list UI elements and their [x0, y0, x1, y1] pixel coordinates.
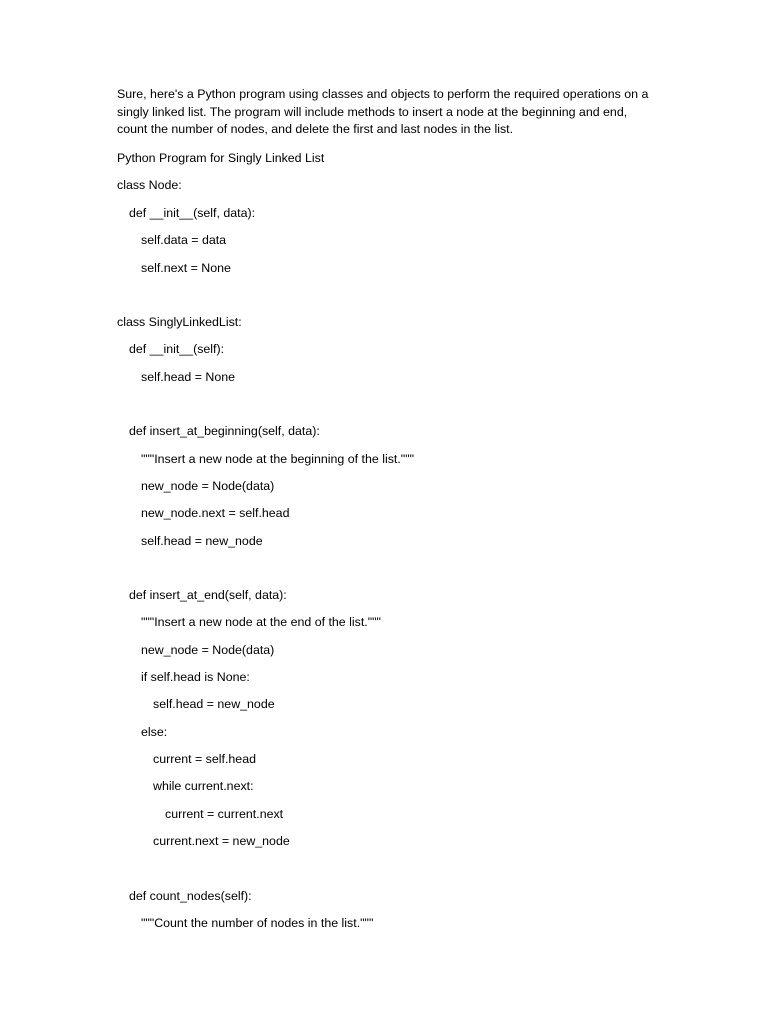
intro-paragraph: Sure, here's a Python program using classes and objects to perform the required operations on a singly linked list. The program will include methods to insert a node at the beginning and end, count the number of nodes, and delete the first and last nodes in the list. [117, 87, 649, 136]
code-line: self.data = data [141, 233, 227, 247]
code-line: self.head = new_node [141, 534, 263, 548]
code-line: def count_nodes(self): [129, 889, 252, 903]
code-line: def insert_at_beginning(self, data): [129, 424, 320, 438]
code-line: """Insert a new node at the beginning of the list.""" [141, 452, 414, 466]
code-line: current = current.next [165, 807, 284, 821]
code-line: def insert_at_end(self, data): [129, 588, 287, 602]
code-line: """Insert a new node at the end of the list.""" [141, 615, 381, 629]
code-line: def __init__(self, data): [129, 206, 256, 220]
code-line: self.head = new_node [153, 697, 275, 711]
code-line: self.next = None [141, 261, 231, 275]
code-line: current = self.head [153, 752, 256, 766]
code-line: while current.next: [153, 779, 254, 793]
code-line: def __init__(self): [129, 342, 225, 356]
code-line: current.next = new_node [153, 834, 290, 848]
code-line: new_node = Node(data) [141, 643, 275, 657]
code-line: class Node: [117, 178, 182, 192]
code-line: class SinglyLinkedList: [117, 315, 242, 329]
code-line: new_node = Node(data) [141, 479, 275, 493]
code-line: if self.head is None: [141, 670, 250, 684]
code-line: else: [141, 725, 168, 739]
section-heading: Python Program for Singly Linked List [117, 151, 325, 165]
code-line: self.head = None [141, 370, 236, 384]
code-line: new_node.next = self.head [141, 506, 290, 520]
code-line: """Count the number of nodes in the list.""" [141, 916, 374, 930]
